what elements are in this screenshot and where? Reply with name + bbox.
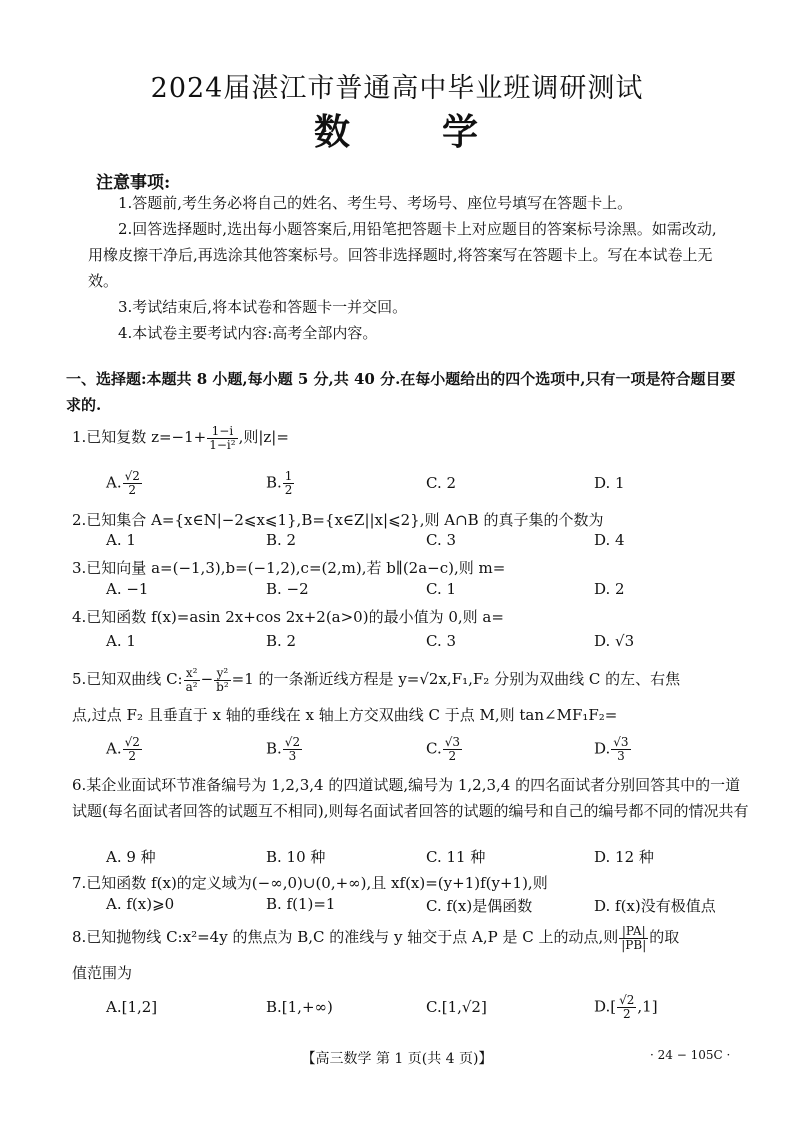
notice-item-2: 2.回答选择题时,选出每小题答案后,用铅笔把答题卡上对应题目的答案标号涂黑。如需改动,用橡皮擦干净后,再选涂其他答案标号。回答非选择题时,将答案写在答题卡上。写在本试卷上无效。 (88, 220, 717, 290)
q2-options (106, 531, 706, 557)
q6-option-b: B. 10 种 (266, 848, 326, 866)
page-title: 2024届湛江市普通高中毕业班调研测试 (150, 73, 644, 104)
q4-option-a: A. 1 (106, 632, 136, 650)
q8-frac-den: |PB| (621, 937, 647, 952)
q5-b-num: √2 (284, 735, 301, 749)
q1-option-a (106, 470, 143, 497)
q1-fraction (207, 425, 237, 452)
q5-minus: − (200, 670, 214, 688)
q8-d-den: 2 (622, 1007, 631, 1021)
subject-char-2: 学 (442, 111, 481, 153)
q3-option-b: B. −2 (266, 580, 309, 598)
q7-option-c: C. f(x)是偶函数 (426, 897, 533, 915)
q1-option-c: C. 2 (426, 474, 457, 492)
notice-heading: 注意事项: (96, 173, 171, 193)
q1-b-label: B. (266, 473, 282, 492)
q5-options (106, 736, 706, 762)
q5-a-num: √2 (124, 735, 140, 749)
q5-b-label: B. (266, 739, 282, 758)
q5-c-den: 2 (448, 749, 457, 763)
q7-option-b: B. f(1)=1 (266, 895, 336, 913)
q5-a-label: A. (106, 739, 122, 758)
q5-f1-den: a² (185, 679, 198, 694)
q5-text-post: =1 的一条渐近线方程是 y=√2x,F₁,F₂ 分别为双曲线 C 的左、右焦 (231, 670, 681, 688)
q2-option-d: D. 4 (594, 531, 625, 549)
q5-d-den: 3 (617, 749, 625, 763)
q1-option-b (266, 470, 295, 497)
q5-a-den: 2 (128, 749, 137, 763)
notice-item-1: 1.答题前,考生务必将自己的姓名、考生号、考场号、座位号填写在答题卡上。 (118, 194, 633, 212)
q5-b-den: 3 (288, 749, 297, 763)
q5-f2-den: b² (216, 679, 229, 694)
q5-option-b (266, 736, 303, 763)
q5-d-num: √3 (613, 735, 629, 749)
q1-text-post: ,则|z|= (238, 428, 289, 446)
q5-option-d (594, 736, 632, 763)
notice-item-3: 3.考试结束后,将本试卷和答题卡一并交回。 (118, 298, 408, 316)
question-1 (72, 424, 752, 452)
subject-char-1: 数 (313, 111, 352, 153)
q6-option-a: A. 9 种 (106, 848, 156, 866)
q3-option-c: C. 1 (426, 580, 457, 598)
q5-f2-num: y² (214, 667, 231, 681)
q1-frac-den: 1−i² (209, 437, 236, 452)
section-heading: 一、选择题:本题共 8 小题,每小题 5 分,共 40 分.在每小题给出的四个选项中,只有一项是符合题目要求的. (66, 370, 736, 414)
q2-option-b: B. 2 (266, 531, 297, 549)
q1-b-num: 1 (284, 469, 293, 483)
q8-d-pre: D.[ (594, 997, 617, 1016)
q1-option-d: D. 1 (594, 474, 625, 492)
q8-option-a: A.[1,2] (106, 998, 158, 1016)
question-2: 2.已知集合 A={x∈N|−2⩽x⩽1},B={x∈Z||x|⩽2},则 A∩B 的真子集的个数为 (72, 511, 604, 529)
q5-text-pre: 5.已知双曲线 C: (72, 670, 183, 688)
notice-item-4: 4.本试卷主要考试内容:高考全部内容。 (118, 324, 378, 342)
q5-c-label: C. (426, 739, 442, 758)
footer-code: · 24 − 105C · (650, 1048, 731, 1062)
notice-list (88, 190, 728, 346)
q5-f1-num: x² (184, 667, 200, 681)
question-7: 7.已知函数 f(x)的定义域为(−∞,0)∪(0,+∞),且 xf(x)=(y+1)f(y+1),则 (72, 874, 548, 892)
q1-text-pre: 1.已知复数 z=−1+ (72, 428, 207, 446)
q8-options (106, 994, 706, 1020)
q1-b-den: 2 (284, 483, 293, 497)
q6-option-c: C. 11 种 (426, 848, 486, 866)
q6-options (106, 846, 706, 872)
q3-option-d: D. 2 (594, 580, 625, 598)
q5-d-label: D. (594, 739, 611, 758)
q8-frac-num: |PA| (619, 925, 648, 939)
q5-c-num: √3 (444, 735, 460, 749)
q2-option-a: A. 1 (106, 531, 136, 549)
q4-option-c: C. 3 (426, 632, 457, 650)
q8-option-b: B.[1,+∞) (266, 998, 333, 1016)
q4-options (106, 632, 706, 658)
page-footer: 【高三数学 第 1 页(共 4 页)】 (301, 1051, 493, 1067)
q7-option-a: A. f(x)⩾0 (106, 895, 175, 913)
q1-options (106, 470, 706, 496)
question-5-line-2: 点,过点 F₂ 且垂直于 x 轴的垂线在 x 轴上方交双曲线 C 于点 M,则 tan∠MF₁F₂= (72, 706, 618, 724)
question-8 (72, 924, 752, 952)
subject-title (0, 104, 794, 155)
q3-option-a: A. −1 (106, 580, 149, 598)
q8-d-post: ,1] (637, 997, 658, 1016)
q1-a-label: A. (106, 473, 122, 492)
q2-option-c: C. 3 (426, 531, 457, 549)
q4-option-d: D. √3 (594, 632, 635, 650)
q8-d-num: √2 (619, 993, 635, 1007)
q4-option-b: B. 2 (266, 632, 297, 650)
q5-option-c (426, 736, 463, 763)
q6-option-d: D. 12 种 (594, 848, 654, 866)
question-4: 4.已知函数 f(x)=asin 2x+cos 2x+2(a>0)的最小值为 0,则 a= (72, 608, 504, 626)
q1-frac-num: 1−i (207, 425, 237, 439)
q8-text-pre: 8.已知抛物线 C:x²=4y 的焦点为 B,C 的准线与 y 轴交于点 A,P 是 C 上的动点,则 (72, 928, 619, 946)
question-3: 3.已知向量 a=(−1,3),b=(−1,2),c=(2,m),若 b∥(2a−c),则 m= (72, 559, 506, 577)
q7-options (106, 895, 716, 921)
question-5 (72, 666, 752, 694)
question-6: 6.某企业面试环节准备编号为 1,2,3,4 的四道试题,编号为 1,2,3,4 的四名面试者分别回答其中的一道试题(每名面试者回答的试题互不相同),则每名面试者回答的试题的编号和自己的编号都不同的情况共有 (72, 776, 749, 820)
q5-option-a (106, 736, 143, 763)
q3-options (106, 580, 706, 606)
question-8-line-2: 值范围为 (72, 964, 133, 982)
q7-option-d: D. f(x)没有极值点 (594, 897, 716, 915)
q8-option-d (594, 994, 658, 1021)
q8-option-c: C.[1,√2] (426, 998, 487, 1016)
q1-a-num: √2 (124, 469, 140, 483)
q1-a-den: 2 (128, 483, 137, 497)
q8-text-post: 的取 (649, 928, 680, 946)
